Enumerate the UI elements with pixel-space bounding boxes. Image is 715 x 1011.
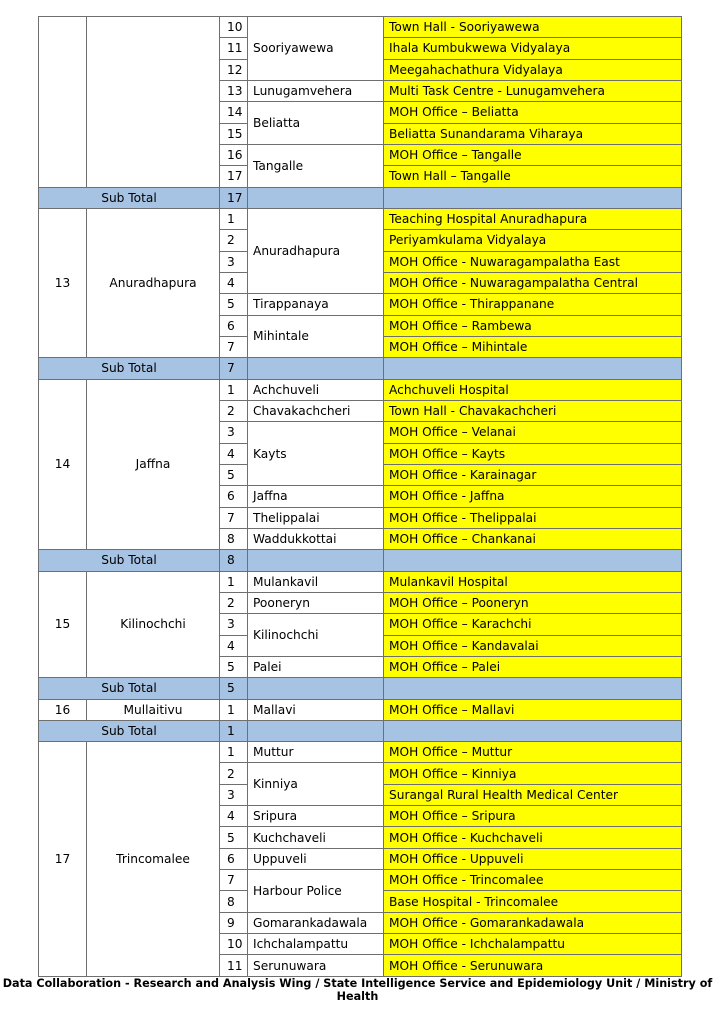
centre-location-cell: Mulankavil Hospital: [384, 571, 682, 592]
centre-number-cell: 7: [220, 507, 248, 528]
district-number-cell: 15: [39, 571, 87, 678]
centre-location-cell: MOH Office – Sripura: [384, 806, 682, 827]
subtotal-row: [39, 358, 682, 379]
centre-location-cell: MOH Office - Nuwaragampalatha Central: [384, 272, 682, 293]
moh-area-cell: Sooriyawewa: [248, 17, 384, 81]
subtotal-row: [39, 720, 682, 741]
moh-area-cell: Sripura: [248, 806, 384, 827]
moh-area-cell: Kinniya: [248, 763, 384, 806]
district-number-cell: 16: [39, 699, 87, 720]
table-row: [39, 17, 682, 38]
subtotal-empty-cell: [384, 678, 682, 699]
moh-area-cell: Serunuwara: [248, 955, 384, 976]
subtotal-value: 7: [220, 358, 248, 379]
centre-number-cell: 5: [220, 656, 248, 677]
district-name-cell: Anuradhapura: [87, 208, 220, 357]
moh-area-cell: Uppuveli: [248, 848, 384, 869]
centre-number-cell: 6: [220, 848, 248, 869]
centre-location-cell: Surangal Rural Health Medical Center: [384, 784, 682, 805]
centre-number-cell: 9: [220, 912, 248, 933]
table-row: [39, 699, 682, 720]
centre-number-cell: 1: [220, 208, 248, 229]
centre-location-cell: MOH Office - Nuwaragampalatha East: [384, 251, 682, 272]
moh-area-cell: Thelippalai: [248, 507, 384, 528]
centre-location-cell: Town Hall - Chavakachcheri: [384, 400, 682, 421]
centre-location-cell: Meegahachathura Vidyalaya: [384, 59, 682, 80]
centre-location-cell: MOH Office – Pooneryn: [384, 592, 682, 613]
table-row: [39, 571, 682, 592]
table-row: [39, 379, 682, 400]
subtotal-empty-cell: [384, 720, 682, 741]
centre-number-cell: 3: [220, 784, 248, 805]
moh-area-cell: Kilinochchi: [248, 614, 384, 657]
district-number-cell: 14: [39, 379, 87, 550]
centre-location-cell: MOH Office - Trincomalee: [384, 870, 682, 891]
moh-area-cell: Lunugamvehera: [248, 80, 384, 101]
centre-location-cell: MOH Office – Kandavalai: [384, 635, 682, 656]
centre-number-cell: 2: [220, 763, 248, 784]
subtotal-label: Sub Total: [39, 187, 220, 208]
centre-number-cell: 6: [220, 315, 248, 336]
centre-number-cell: 5: [220, 294, 248, 315]
centre-number-cell: 5: [220, 827, 248, 848]
moh-area-cell: Tirappanaya: [248, 294, 384, 315]
moh-area-cell: Muttur: [248, 742, 384, 763]
moh-area-cell: Tangalle: [248, 144, 384, 187]
centre-number-cell: 7: [220, 336, 248, 357]
subtotal-empty-cell: [384, 358, 682, 379]
centre-location-cell: Beliatta Sunandarama Viharaya: [384, 123, 682, 144]
table-body: [39, 17, 682, 977]
centre-location-cell: Ihala Kumbukwewa Vidyalaya: [384, 38, 682, 59]
centre-number-cell: 1: [220, 699, 248, 720]
subtotal-empty-cell: [248, 187, 384, 208]
centre-location-cell: MOH Office - Ichchalampattu: [384, 934, 682, 955]
district-name-cell: Jaffna: [87, 379, 220, 550]
subtotal-empty-cell: [384, 187, 682, 208]
subtotal-value: 1: [220, 720, 248, 741]
centre-location-cell: MOH Office - Karainagar: [384, 464, 682, 485]
centre-number-cell: 3: [220, 251, 248, 272]
centre-location-cell: Town Hall - Sooriyawewa: [384, 17, 682, 38]
centre-location-cell: MOH Office – Karachchi: [384, 614, 682, 635]
centre-number-cell: 2: [220, 230, 248, 251]
centre-location-cell: Periyamkulama Vidyalaya: [384, 230, 682, 251]
centre-number-cell: 2: [220, 592, 248, 613]
district-number-cell: 13: [39, 208, 87, 357]
district-number-cell: 17: [39, 742, 87, 977]
centre-number-cell: 14: [220, 102, 248, 123]
centre-number-cell: 11: [220, 955, 248, 976]
moh-area-cell: Beliatta: [248, 102, 384, 145]
centre-number-cell: 4: [220, 806, 248, 827]
moh-area-cell: Kayts: [248, 422, 384, 486]
moh-area-cell: Harbour Police: [248, 870, 384, 913]
centre-location-cell: MOH Office – Beliatta: [384, 102, 682, 123]
centre-number-cell: 8: [220, 891, 248, 912]
subtotal-value: 17: [220, 187, 248, 208]
centre-location-cell: MOH Office - Kuchchaveli: [384, 827, 682, 848]
centre-location-cell: MOH Office – Kinniya: [384, 763, 682, 784]
centre-location-cell: Teaching Hospital Anuradhapura: [384, 208, 682, 229]
district-name-cell: [87, 17, 220, 188]
centre-number-cell: 4: [220, 635, 248, 656]
centre-location-cell: MOH Office – Palei: [384, 656, 682, 677]
district-number-cell: [39, 17, 87, 188]
centre-number-cell: 15: [220, 123, 248, 144]
centre-number-cell: 5: [220, 464, 248, 485]
centre-number-cell: 8: [220, 528, 248, 549]
centre-location-cell: MOH Office - Thirappanane: [384, 294, 682, 315]
centre-location-cell: MOH Office – Muttur: [384, 742, 682, 763]
moh-area-cell: Waddukkottai: [248, 528, 384, 549]
centre-number-cell: 1: [220, 571, 248, 592]
centre-location-cell: MOH Office - Jaffna: [384, 486, 682, 507]
moh-area-cell: Gomarankadawala: [248, 912, 384, 933]
table-row: [39, 742, 682, 763]
subtotal-empty-cell: [248, 678, 384, 699]
centre-location-cell: Town Hall – Tangalle: [384, 166, 682, 187]
centre-location-cell: Multi Task Centre - Lunugamvehera: [384, 80, 682, 101]
centre-location-cell: MOH Office – Mallavi: [384, 699, 682, 720]
moh-area-cell: Mihintale: [248, 315, 384, 358]
moh-area-cell: Anuradhapura: [248, 208, 384, 293]
district-name-cell: Trincomalee: [87, 742, 220, 977]
centre-location-cell: MOH Office – Tangalle: [384, 144, 682, 165]
subtotal-row: [39, 187, 682, 208]
subtotal-row: [39, 550, 682, 571]
centre-location-cell: MOH Office - Gomarankadawala: [384, 912, 682, 933]
subtotal-label: Sub Total: [39, 550, 220, 571]
vaccination-centres-table: [38, 16, 682, 977]
centre-location-cell: MOH Office - Serunuwara: [384, 955, 682, 976]
moh-area-cell: Palei: [248, 656, 384, 677]
moh-area-cell: Mulankavil: [248, 571, 384, 592]
moh-area-cell: Achchuveli: [248, 379, 384, 400]
centre-number-cell: 4: [220, 272, 248, 293]
district-name-cell: Kilinochchi: [87, 571, 220, 678]
centre-location-cell: MOH Office – Chankanai: [384, 528, 682, 549]
centre-location-cell: Base Hospital - Trincomalee: [384, 891, 682, 912]
centre-number-cell: 1: [220, 742, 248, 763]
moh-area-cell: Jaffna: [248, 486, 384, 507]
centre-location-cell: MOH Office – Kayts: [384, 443, 682, 464]
centre-number-cell: 10: [220, 17, 248, 38]
centre-number-cell: 11: [220, 38, 248, 59]
centre-number-cell: 10: [220, 934, 248, 955]
moh-area-cell: Chavakachcheri: [248, 400, 384, 421]
centre-number-cell: 1: [220, 379, 248, 400]
subtotal-value: 5: [220, 678, 248, 699]
subtotal-empty-cell: [248, 550, 384, 571]
subtotal-label: Sub Total: [39, 358, 220, 379]
centre-number-cell: 13: [220, 80, 248, 101]
subtotal-label: Sub Total: [39, 678, 220, 699]
moh-area-cell: Kuchchaveli: [248, 827, 384, 848]
centre-location-cell: MOH Office – Velanai: [384, 422, 682, 443]
moh-area-cell: Mallavi: [248, 699, 384, 720]
subtotal-empty-cell: [248, 358, 384, 379]
centre-number-cell: 12: [220, 59, 248, 80]
centre-number-cell: 3: [220, 614, 248, 635]
centre-number-cell: 6: [220, 486, 248, 507]
centre-location-cell: MOH Office – Rambewa: [384, 315, 682, 336]
footer-credit: Data Collaboration - Research and Analysis Wing / State Intelligence Service and Epidemiology Unit / Ministry of Health: [2, 977, 713, 1003]
moh-area-cell: Ichchalampattu: [248, 934, 384, 955]
moh-area-cell: Pooneryn: [248, 592, 384, 613]
subtotal-empty-cell: [384, 550, 682, 571]
centre-number-cell: 3: [220, 422, 248, 443]
subtotal-label: Sub Total: [39, 720, 220, 741]
centre-location-cell: MOH Office – Mihintale: [384, 336, 682, 357]
centre-number-cell: 16: [220, 144, 248, 165]
centre-number-cell: 2: [220, 400, 248, 421]
centre-number-cell: 17: [220, 166, 248, 187]
subtotal-empty-cell: [248, 720, 384, 741]
centre-location-cell: MOH Office - Uppuveli: [384, 848, 682, 869]
centre-number-cell: 4: [220, 443, 248, 464]
district-name-cell: Mullaitivu: [87, 699, 220, 720]
centre-location-cell: Achchuveli Hospital: [384, 379, 682, 400]
centre-number-cell: 7: [220, 870, 248, 891]
subtotal-row: [39, 678, 682, 699]
subtotal-value: 8: [220, 550, 248, 571]
centre-location-cell: MOH Office - Thelippalai: [384, 507, 682, 528]
table-row: [39, 208, 682, 229]
